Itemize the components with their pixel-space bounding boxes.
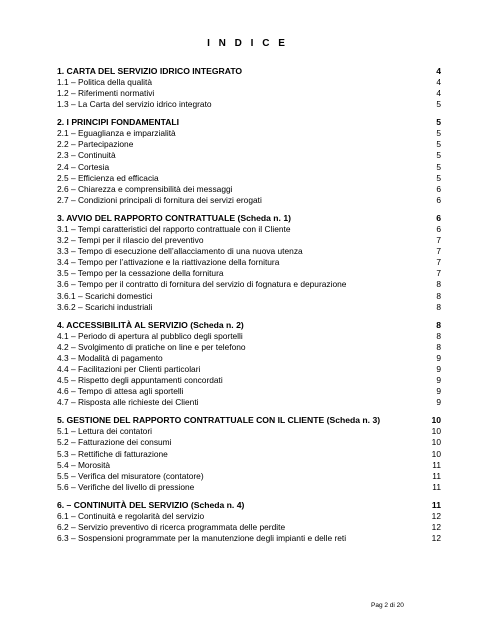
toc-section-heading-label: 4. ACCESSIBILITÀ AL SERVIZIO (Scheda n. 2) <box>57 319 244 330</box>
toc-entry <box>57 184 441 195</box>
toc-entry <box>57 375 441 386</box>
toc-entry <box>57 533 441 544</box>
toc-entry <box>57 77 441 88</box>
toc-entry-label: 3.2 – Tempi per il rilascio del preventivo <box>57 235 204 246</box>
toc-entry-label: 5.4 – Morosità <box>57 459 111 470</box>
toc-section-heading-page-number: 4 <box>436 66 441 76</box>
toc-entry-page-number: 7 <box>436 268 441 279</box>
toc-entry-page-number: 4 <box>436 88 441 99</box>
toc-entry-page-number: 9 <box>436 352 441 363</box>
toc-entry-label: 3.5 – Tempo per la cessazione della fornitura <box>57 268 224 279</box>
toc-entry-label: 6.1 – Continuità e regolarità del servizio <box>57 510 205 521</box>
toc-entry-label: 3.4 – Tempo per l’attivazione e la riattivazione della fornitura <box>57 257 280 268</box>
toc-entry <box>57 460 441 471</box>
toc-entry-label: 4.3 – Modalità di pagamento <box>57 352 163 363</box>
toc-entry <box>57 342 441 353</box>
toc-entry <box>57 279 441 290</box>
toc-entry-label: 2.2 – Partecipazione <box>57 139 134 150</box>
toc-section-heading-label: 2. I PRINCIPI FONDAMENTALI <box>57 117 180 128</box>
toc-entry-page-number: 6 <box>436 223 441 234</box>
toc-entry <box>57 257 441 268</box>
toc-entry-label: 3.6 – Tempo per il contratto di fornitura del servizio di fognatura e depurazione <box>57 279 347 290</box>
toc-entry <box>57 331 441 342</box>
toc-entry-label: 2.5 – Efficienza ed efficacia <box>57 172 159 183</box>
toc-section-heading-page-number: 10 <box>431 415 441 426</box>
toc-section-heading-page-number: 6 <box>436 212 441 223</box>
toc-section <box>57 414 441 493</box>
toc-entry-page-number: 11 <box>432 481 441 492</box>
toc-entry <box>57 246 441 257</box>
toc-entry-page-number: 5 <box>436 128 441 139</box>
toc-entry-page-number: 7 <box>436 257 441 268</box>
toc-entry-label: 5.5 – Verifica del misuratore (contatore) <box>57 470 204 481</box>
toc-section-heading-page-number: 11 <box>431 499 441 510</box>
toc-section-heading-label: 3. AVVIO DEL RAPPORTO CONTRATTUALE (Scheda n. 1) <box>57 212 291 223</box>
toc-entry-label: 4.4 – Facilitazioni per Clienti particolari <box>57 363 201 374</box>
toc-section-heading-page-number: 5 <box>436 117 441 128</box>
toc-entry-page-number: 5 <box>436 172 441 183</box>
toc-entry-page-number: 8 <box>436 301 441 312</box>
toc-section <box>57 65 441 110</box>
toc-section <box>57 116 441 206</box>
toc-entry-label: 1.1 – Politica della qualità <box>57 77 152 87</box>
toc-section-heading <box>57 65 441 77</box>
toc-entry-label: 4.7 – Risposta alle richieste dei Clienti <box>57 397 199 408</box>
toc-entry-label: 5.2 – Fatturazione dei consumi <box>57 437 172 448</box>
toc-section-heading <box>57 319 441 331</box>
toc-section <box>57 212 441 313</box>
toc-entry-page-number: 5 <box>436 161 441 172</box>
toc-entry <box>57 139 441 150</box>
toc-entry-page-number: 7 <box>436 246 441 257</box>
toc-entry-label: 2.1 – Eguaglianza e imparzialità <box>57 128 176 139</box>
toc-entry-page-number: 7 <box>436 235 441 246</box>
toc-entry-page-number: 9 <box>436 386 441 397</box>
toc-entry-label: 2.6 – Chiarezza e comprensibilità dei messaggi <box>57 183 233 194</box>
toc-entry-label: 5.1 – Lettura dei contatori <box>57 426 152 437</box>
toc-entry-page-number: 10 <box>431 448 441 459</box>
toc-entry <box>57 150 441 161</box>
toc-entry-page-number: 8 <box>436 341 441 352</box>
toc-entry-page-number: 11 <box>432 459 441 470</box>
page-title: I N D I C E <box>207 38 288 49</box>
toc-section <box>57 319 441 409</box>
toc-section-heading-label: 5. GESTIONE DEL RAPPORTO CONTRATTUALE CON IL CLIENTE (Scheda n. 3) <box>57 415 381 426</box>
toc-entry-label: 6.2 – Servizio preventivo di ricerca programmata delle perdite <box>57 522 286 532</box>
toc-entry-page-number: 12 <box>431 533 441 544</box>
toc-entry-label: 1.2 – Riferimenti normativi <box>57 88 155 99</box>
toc-section-heading <box>57 414 441 426</box>
toc-entry <box>57 291 441 302</box>
toc-entry-label: 3.6.2 – Scarichi industriali <box>57 301 153 312</box>
toc-entry-page-number: 11 <box>432 470 441 481</box>
toc-entry-page-number: 8 <box>436 279 441 290</box>
toc-section-heading <box>57 499 441 511</box>
page-footer: Pag 2 di 20 <box>371 602 404 609</box>
toc-entry-page-number: 9 <box>436 363 441 374</box>
toc-entry-page-number: 12 <box>431 522 441 532</box>
toc-entry-label: 3.6.1 – Scarichi domestici <box>57 290 153 301</box>
toc-entry <box>57 471 441 482</box>
toc-entry-page-number: 5 <box>436 99 441 110</box>
toc-entry-page-number: 8 <box>436 290 441 301</box>
toc-entry <box>57 173 441 184</box>
toc-section-heading-page-number: 8 <box>436 319 441 330</box>
toc-entry-page-number: 10 <box>431 437 441 448</box>
toc-entry-label: 5.3 – Rettifiche di fatturazione <box>57 448 168 459</box>
toc-entry <box>57 224 441 235</box>
toc-entry-label: 2.4 – Cortesia <box>57 161 110 172</box>
toc-entry <box>57 437 441 448</box>
toc-section-heading-label: 6. – CONTINUITÀ DEL SERVIZIO (Scheda n. 4) <box>57 499 245 510</box>
toc-entry <box>57 235 441 246</box>
toc-entry-page-number: 12 <box>431 510 441 521</box>
toc-entry-page-number: 9 <box>436 397 441 408</box>
toc-entry <box>57 128 441 139</box>
toc-entry-label: 4.2 – Svolgimento di pratiche on line e per telefono <box>57 341 246 352</box>
toc-entry-label: 2.7 – Condizioni principali di fornitura dei servizi erogati <box>57 194 262 205</box>
toc-entry-label: 3.1 – Tempi caratteristici del rapporto contrattuale con il Cliente <box>57 223 291 234</box>
toc-entry-page-number: 5 <box>436 139 441 150</box>
toc-section <box>57 499 441 544</box>
toc-entry <box>57 449 441 460</box>
toc-entry <box>57 386 441 397</box>
toc-entry-page-number: 9 <box>436 375 441 386</box>
toc-entry-label: 1.3 – La Carta del servizio idrico integrato <box>57 99 212 110</box>
toc-entry <box>57 195 441 206</box>
toc-entry-label: 2.3 – Continuità <box>57 150 116 161</box>
toc-entry-label: 6.3 – Sospensioni programmate per la manutenzione degli impianti e delle reti <box>57 533 347 544</box>
toc-entry-page-number: 8 <box>436 330 441 341</box>
toc-entry <box>57 364 441 375</box>
toc-entry <box>57 511 441 522</box>
toc-entry <box>57 522 441 533</box>
toc-section-heading-label: 1. CARTA DEL SERVIZIO IDRICO INTEGRATO <box>57 66 243 76</box>
toc-entry-page-number: 10 <box>431 426 441 437</box>
toc-entry-label: 4.1 – Periodo di apertura al pubblico degli sportelli <box>57 330 243 341</box>
toc-entry-label: 4.6 – Tempo di attesa agli sportelli <box>57 386 184 397</box>
toc-section-heading <box>57 212 441 224</box>
table-of-contents <box>57 65 441 550</box>
toc-entry <box>57 162 441 173</box>
toc-entry <box>57 88 441 99</box>
toc-entry-page-number: 6 <box>436 183 441 194</box>
toc-entry <box>57 482 441 493</box>
toc-entry <box>57 353 441 364</box>
toc-entry-page-number: 6 <box>436 194 441 205</box>
toc-entry <box>57 99 441 110</box>
toc-entry-label: 4.5 – Rispetto degli appuntamenti concordati <box>57 375 223 386</box>
toc-entry-page-number: 5 <box>436 150 441 161</box>
toc-entry-label: 5.6 – Verifiche del livello di pressione <box>57 481 195 492</box>
toc-entry-page-number: 4 <box>436 77 441 87</box>
toc-entry <box>57 426 441 437</box>
toc-entry <box>57 268 441 279</box>
toc-entry <box>57 397 441 408</box>
toc-entry-label: 3.3 – Tempo di esecuzione dell’allacciamento di una nuova utenza <box>57 246 303 257</box>
toc-section-heading <box>57 116 441 128</box>
toc-entry <box>57 302 441 313</box>
